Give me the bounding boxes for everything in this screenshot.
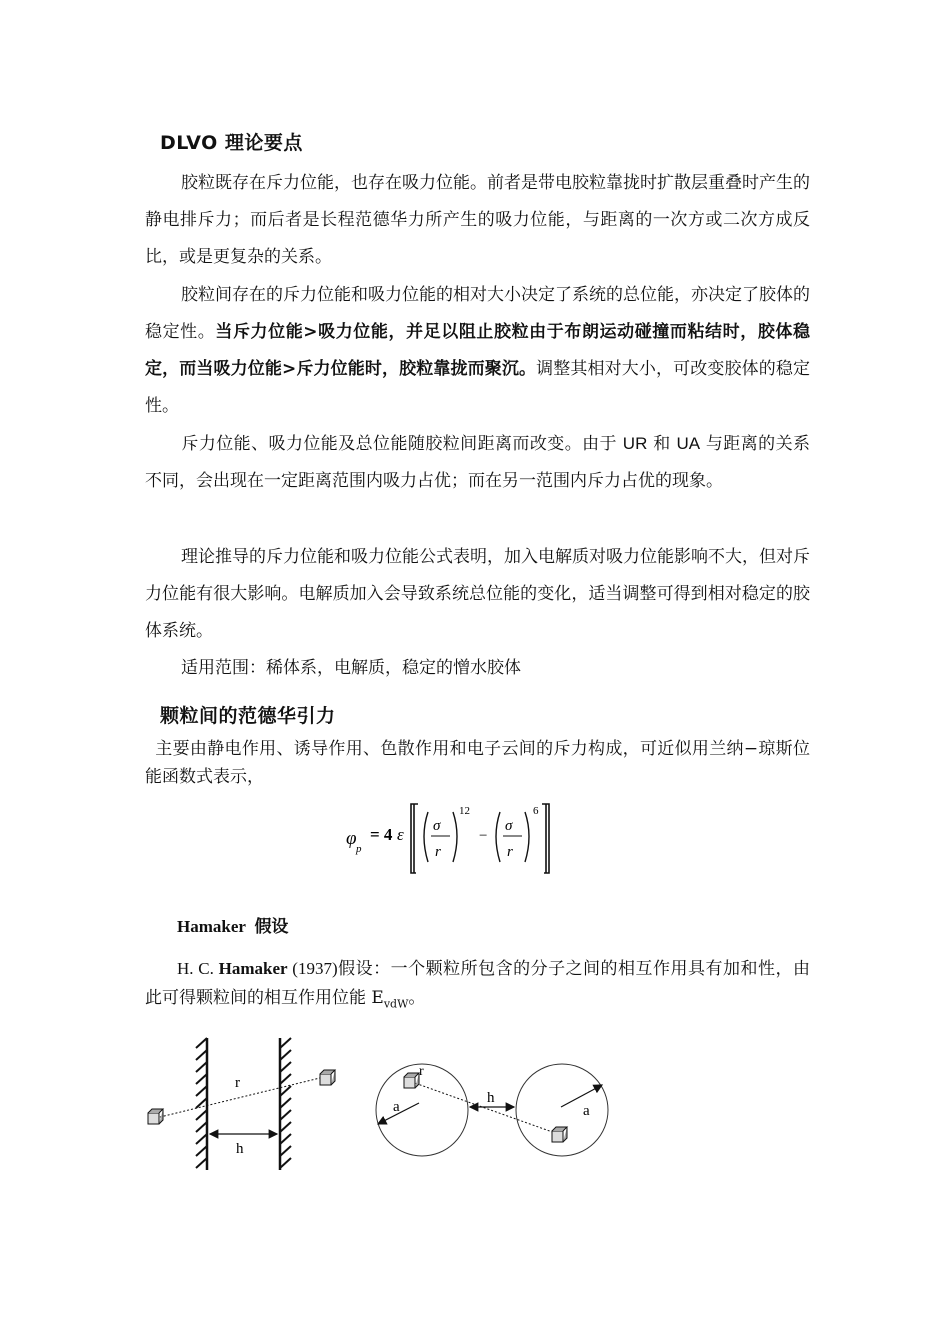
formula-minus: − bbox=[479, 828, 488, 844]
lennard-jones-formula bbox=[340, 800, 570, 878]
right-a-label: a bbox=[583, 1103, 590, 1119]
formula-sigma-1: σ bbox=[433, 818, 441, 834]
hamaker-diagram bbox=[140, 1030, 620, 1180]
dlvo-bold-statement: 当斥力位能>吸力位能，并足以阻止胶粒由于布朗运动碰撞而粘结时，胶体稳定，而当吸力位能>斥力位能时，胶粒靠拢而聚沉。 bbox=[145, 322, 811, 379]
formula-phi: φ bbox=[346, 828, 357, 849]
sphere-r-label: r bbox=[419, 1064, 424, 1079]
formula-sigma-2: σ bbox=[505, 818, 513, 834]
formula-epsilon: ε bbox=[397, 825, 404, 844]
formula-exponent-12: 12 bbox=[459, 805, 470, 817]
dlvo-paragraph-2: 胶粒间存在的斥力位能和吸力位能的相对大小决定了系统的总位能，亦决定了胶体的稳定性。当斥力位能>吸力位能，并足以阻止胶粒由于布朗运动碰撞而粘结时，胶体稳定，而当吸力位能>斥力位能时，胶粒靠拢而聚沉。调整其相对大小，可改变胶体的稳定性。 bbox=[145, 285, 811, 416]
left-r-label: r bbox=[235, 1075, 240, 1091]
dlvo-paragraph-5: 适用范围：稀体系，电解质，稳定的憎水胶体 bbox=[181, 658, 521, 678]
dlvo-paragraph-3: 斥力位能、吸力位能及总位能随胶粒间距离而改变。由于 UR 和 UA 与距离的关系不同，会出现在一定距离范围内吸力占优；而在另一范围内斥力占优的现象。 bbox=[145, 434, 810, 491]
left-h-label: h bbox=[236, 1141, 244, 1157]
sphere-molecule-a bbox=[404, 1073, 419, 1088]
formula-r-2: r bbox=[507, 844, 513, 860]
dlvo-paragraph-1: 胶粒既存在斥力位能，也存在吸力位能。前者是带电胶粒靠拢时扩散层重叠时产生的静电排斥力；而后者是长程范德华力所产生的吸力位能，与距离的一次方或二次方成反比，或是更复杂的关系。 bbox=[145, 173, 810, 267]
hamaker-paragraph: H. C. Hamaker (1937)假设：一个颗粒所包含的分子之间的相互作用具有加和性，由此可得颗粒间的相互作用位能 $E_{vdW}$。 bbox=[145, 959, 810, 1011]
section-title-hamaker: Hamaker 假设 bbox=[177, 917, 289, 937]
vdw-paragraph: 主要由静电作用、诱导作用、色散作用和电子云间的斥力构成，可近似用兰纳−琼斯位能函数式表示， bbox=[145, 739, 810, 787]
formula-paren-close-2 bbox=[525, 812, 529, 862]
formula-paren-open-1 bbox=[424, 812, 428, 862]
formula-phi-sub: p bbox=[356, 843, 362, 855]
sphere-molecule-b bbox=[552, 1127, 567, 1142]
formula-paren-close-1 bbox=[453, 812, 457, 862]
formula-equals-four: = 4 bbox=[370, 825, 393, 844]
left-distance-line bbox=[156, 1077, 324, 1118]
sphere-distance-line bbox=[412, 1082, 558, 1134]
formula-exponent-6: 6 bbox=[533, 805, 539, 817]
section-title-dlvo: DLVO 理论要点 bbox=[160, 132, 303, 154]
formula-r-1: r bbox=[435, 844, 441, 860]
right-wall bbox=[280, 1038, 291, 1170]
section-title-vdw: 颗粒间的范德华引力 bbox=[160, 705, 336, 727]
right-sphere-radius-arrow bbox=[561, 1085, 602, 1107]
sphere-h-label: h bbox=[487, 1090, 495, 1106]
formula-paren-open-2 bbox=[496, 812, 500, 862]
dlvo-paragraph-4: 理论推导的斥力位能和吸力位能公式表明，加入电解质对吸力位能影响不大，但对斥力位能有很大影响。电解质加入会导致系统总位能的变化，适当调整可得到相对稳定的胶体系统。 bbox=[145, 547, 810, 641]
left-a-label: a bbox=[393, 1099, 400, 1115]
left-molecule-b bbox=[320, 1070, 335, 1085]
left-wall bbox=[196, 1038, 207, 1170]
